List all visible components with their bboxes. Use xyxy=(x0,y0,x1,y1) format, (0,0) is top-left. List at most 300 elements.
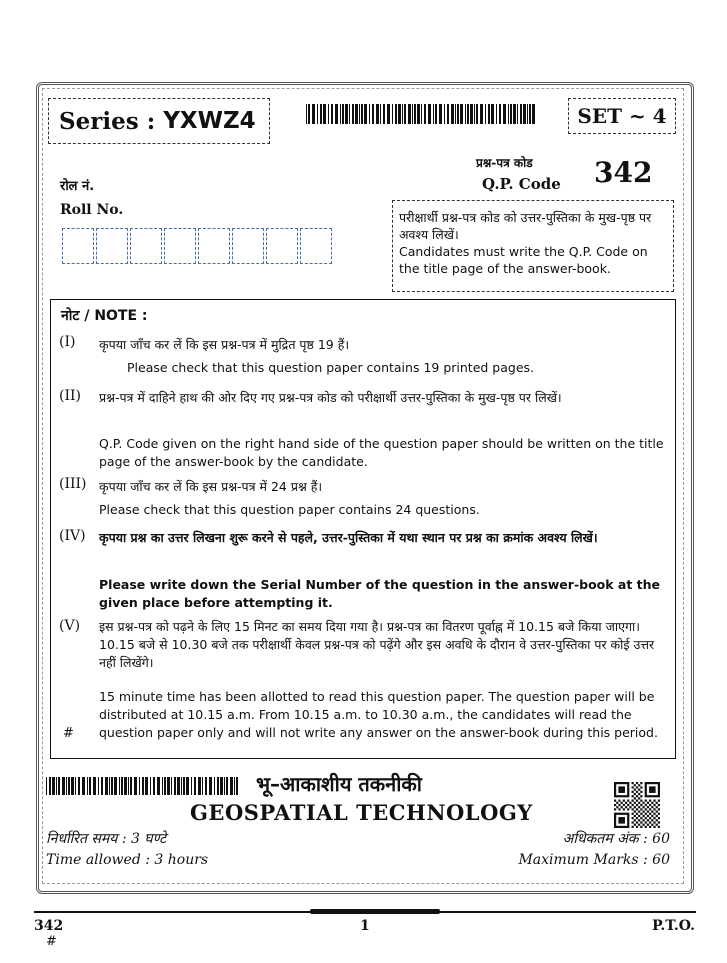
qr-module xyxy=(642,819,644,821)
qr-module xyxy=(640,817,642,819)
qr-module xyxy=(647,824,649,826)
qr-module xyxy=(651,806,653,808)
qr-module xyxy=(632,808,634,810)
qr-module xyxy=(656,815,658,817)
barcode-bar xyxy=(460,104,463,124)
footer-hash: # xyxy=(46,934,57,949)
barcode-bar xyxy=(93,777,96,795)
qr-module xyxy=(634,810,636,812)
barcode-bar xyxy=(317,104,318,124)
top-barcode xyxy=(306,104,540,124)
barcode-bar xyxy=(111,777,113,795)
barcode-bar xyxy=(186,777,189,795)
barcode-bar xyxy=(503,104,506,124)
barcode-bar xyxy=(527,104,528,124)
barcode-bar xyxy=(404,104,406,124)
barcode-bar xyxy=(476,104,478,124)
qr-module xyxy=(649,817,651,819)
barcode-bar xyxy=(230,777,233,795)
note-text-hi: कृपया जाँच कर लें कि इस प्रश्न-पत्र में 24 प्रश्न हैं। xyxy=(99,479,323,494)
barcode-bar xyxy=(234,777,235,795)
barcode-bar xyxy=(56,777,57,795)
barcode-bar xyxy=(150,777,151,795)
qr-module xyxy=(627,800,629,802)
footer-divider-accent xyxy=(310,909,440,914)
qr-module xyxy=(632,791,634,793)
notes-box xyxy=(50,299,676,759)
qr-module xyxy=(638,797,640,799)
barcode-bar xyxy=(474,104,475,124)
barcode-bar xyxy=(417,104,420,124)
note-hash: # xyxy=(63,726,74,741)
note-text-hi: इस प्रश्न-पत्र को पढ़ने के लिए 15 मिनट का समय दिया गया है। प्रश्न-पत्र का वितरण पूर्वाह्न में 10.15 बजे किया जाएगा। 10.15 बजे से 10.30 बजे तक परीक्षार्थी केवल प्रश्न-पत्र को पढ़ेंगे और इस अवधि के दौरान वे उत्तर-पुस्तिका पर कोई उत्तर नहीं लिखेंगे। xyxy=(99,619,655,670)
roll-label-en: Roll No. xyxy=(60,202,124,218)
qr-module xyxy=(642,810,644,812)
barcode-bar xyxy=(387,104,390,124)
barcode-bar xyxy=(496,104,497,124)
barcode-bar xyxy=(224,777,225,795)
qp-instruction-en: Candidates must write the Q.P. Code on the title page of the answer-book. xyxy=(399,244,648,276)
qr-module xyxy=(649,821,651,823)
qr-module xyxy=(638,789,640,791)
barcode-bar xyxy=(455,104,456,124)
barcode-bar xyxy=(220,777,223,795)
qr-module xyxy=(621,802,623,804)
barcode-bar xyxy=(383,104,385,124)
qr-module xyxy=(658,808,660,810)
barcode-bar xyxy=(412,104,413,124)
barcode-bar xyxy=(465,104,466,124)
qr-module xyxy=(638,793,640,795)
barcode-bar xyxy=(153,777,155,795)
barcode-bar xyxy=(130,777,132,795)
barcode-bar xyxy=(82,777,85,795)
qr-module xyxy=(614,808,616,810)
qr-module xyxy=(638,810,640,812)
bottom-barcode xyxy=(46,777,242,795)
qr-module xyxy=(653,821,655,823)
barcode-bar xyxy=(75,777,76,795)
barcode-bar xyxy=(164,777,166,795)
series-code: YXWZ4 xyxy=(163,108,256,134)
barcode-bar xyxy=(424,104,426,124)
note-text-en: Please check that this question paper contains 19 printed pages. xyxy=(127,360,534,375)
barcode-bar xyxy=(114,777,117,795)
qr-module xyxy=(658,813,660,815)
time-allowed-en: Time allowed : 3 hours xyxy=(46,852,209,868)
qr-module xyxy=(634,806,636,808)
barcode-bar xyxy=(447,104,449,124)
barcode-bar xyxy=(119,777,120,795)
qr-module xyxy=(645,813,647,815)
barcode-bar xyxy=(532,104,535,124)
barcode-bar xyxy=(306,104,307,124)
barcode-bar xyxy=(139,777,140,795)
roll-digit-box[interactable] xyxy=(164,228,196,264)
barcode-bar xyxy=(376,104,379,124)
qr-module xyxy=(645,826,647,828)
barcode-bar xyxy=(457,104,459,124)
qr-module xyxy=(653,813,655,815)
barcode-bar xyxy=(209,777,212,795)
barcode-bar xyxy=(470,104,473,124)
qr-module xyxy=(636,808,638,810)
barcode-bar xyxy=(523,104,526,124)
qr-module xyxy=(632,800,634,802)
note-text-en: Q.P. Code given on the right hand side of the question paper should be written on the title page of the answer-book by the candidate. xyxy=(99,436,664,469)
note-number: (II) xyxy=(59,388,81,404)
qr-code xyxy=(614,782,660,828)
barcode-bar xyxy=(128,777,129,795)
qr-module xyxy=(634,784,636,786)
qr-module xyxy=(649,808,651,810)
subject-title-hi: भू–आकाशीय तकनीकी xyxy=(256,772,422,796)
max-marks-en: Maximum Marks : 60 xyxy=(518,852,670,868)
barcode-bar xyxy=(145,777,148,795)
subject-title-en: GEOSPATIAL TECHNOLOGY xyxy=(190,800,533,825)
barcode-bar xyxy=(340,104,341,124)
qr-module xyxy=(647,802,649,804)
qr-module xyxy=(658,826,660,828)
barcode-bar xyxy=(408,104,411,124)
barcode-bar xyxy=(98,777,99,795)
qr-module xyxy=(640,808,642,810)
qr-module xyxy=(656,806,658,808)
qr-module xyxy=(651,815,653,817)
qr-module xyxy=(640,821,642,823)
footer-code: 342 xyxy=(34,918,64,934)
qr-module xyxy=(632,821,634,823)
qr-module xyxy=(634,815,636,817)
barcode-bar xyxy=(181,777,182,795)
roll-digit-box[interactable] xyxy=(96,228,128,264)
barcode-bar xyxy=(71,777,74,795)
note-number: (III) xyxy=(59,476,87,492)
qr-module xyxy=(627,804,629,806)
qr-module xyxy=(618,808,620,810)
roll-digit-box[interactable] xyxy=(130,228,162,264)
time-allowed-hi: निर्धारित समय : 3 घण्टे xyxy=(46,831,167,847)
qr-module xyxy=(640,804,642,806)
qr-module xyxy=(653,808,655,810)
qr-module xyxy=(653,826,655,828)
qr-module xyxy=(632,786,634,788)
barcode-bar xyxy=(87,777,88,795)
roll-digit-box[interactable] xyxy=(232,228,264,264)
qr-module xyxy=(656,810,658,812)
qr-module xyxy=(653,817,655,819)
qr-module xyxy=(623,800,625,802)
barcode-bar xyxy=(312,104,315,124)
barcode-bar xyxy=(183,777,185,795)
barcode-bar xyxy=(517,104,518,124)
barcode-bar xyxy=(488,104,490,124)
barcode-bar xyxy=(480,104,483,124)
barcode-bar xyxy=(335,104,338,124)
barcode-bar xyxy=(236,777,238,795)
barcode-bar xyxy=(49,777,51,795)
qr-module xyxy=(636,817,638,819)
qr-module xyxy=(636,804,638,806)
qr-module xyxy=(638,802,640,804)
qr-module xyxy=(623,804,625,806)
qr-finder xyxy=(618,817,625,824)
barcode-bar xyxy=(78,777,80,795)
barcode-bar xyxy=(444,104,445,124)
qr-module xyxy=(645,817,647,819)
note-number: (V) xyxy=(59,618,81,634)
barcode-bar xyxy=(46,777,47,795)
qr-module xyxy=(618,804,620,806)
qr-module xyxy=(636,800,638,802)
qr-module xyxy=(642,815,644,817)
barcode-bar xyxy=(402,104,403,124)
barcode-bar xyxy=(109,777,110,795)
barcode-bar xyxy=(62,777,65,795)
barcode-bar xyxy=(529,104,531,124)
qr-module xyxy=(649,813,651,815)
qr-module xyxy=(640,786,642,788)
barcode-bar xyxy=(167,777,170,795)
qr-module xyxy=(632,826,634,828)
barcode-bar xyxy=(142,777,144,795)
qr-module xyxy=(647,819,649,821)
barcode-bar xyxy=(513,104,516,124)
note-number: (I) xyxy=(59,334,76,350)
qr-module xyxy=(651,819,653,821)
qr-module xyxy=(653,800,655,802)
qr-module xyxy=(629,802,631,804)
barcode-bar xyxy=(395,104,397,124)
qr-module xyxy=(614,800,616,802)
barcode-bar xyxy=(439,104,442,124)
barcode-bar xyxy=(491,104,494,124)
series-box xyxy=(48,98,270,144)
qr-module xyxy=(649,826,651,828)
qr-module xyxy=(634,789,636,791)
barcode-bar xyxy=(121,777,123,795)
qr-module xyxy=(658,804,660,806)
qr-module xyxy=(632,782,634,784)
barcode-bar xyxy=(174,777,176,795)
qr-module xyxy=(636,782,638,784)
qr-module xyxy=(642,806,644,808)
qr-module xyxy=(658,821,660,823)
barcode-bar xyxy=(328,104,329,124)
barcode-bar xyxy=(372,104,374,124)
barcode-bar xyxy=(105,777,108,795)
barcode-bar xyxy=(58,777,60,795)
qr-module xyxy=(651,824,653,826)
qr-module xyxy=(647,806,649,808)
note-text-hi: कृपया प्रश्न का उत्तर लिखना शुरू करने से पहले, उत्तर-पुस्तिका में यथा स्थान पर प्रश्न का क्रमांक अवश्य लिखें। xyxy=(99,530,598,545)
barcode-bar xyxy=(66,777,67,795)
barcode-bar xyxy=(202,777,203,795)
qr-module xyxy=(634,802,636,804)
qr-module xyxy=(640,813,642,815)
barcode-bar xyxy=(435,104,437,124)
note-number: (IV) xyxy=(59,528,86,544)
barcode-bar xyxy=(52,777,55,795)
roll-number-boxes[interactable] xyxy=(62,228,334,264)
barcode-bar xyxy=(369,104,370,124)
qr-module xyxy=(642,824,644,826)
barcode-bar xyxy=(191,777,192,795)
roll-digit-box[interactable] xyxy=(300,228,332,264)
qr-module xyxy=(638,806,640,808)
qr-module xyxy=(634,824,636,826)
barcode-bar xyxy=(320,104,322,124)
series-label: Series : xyxy=(59,107,156,135)
qr-module xyxy=(629,806,631,808)
qr-module xyxy=(634,793,636,795)
barcode-bar xyxy=(226,777,228,795)
barcode-bar xyxy=(485,104,486,124)
barcode-bar xyxy=(421,104,422,124)
qr-module xyxy=(649,800,651,802)
qr-module xyxy=(645,804,647,806)
qr-module xyxy=(651,802,653,804)
qr-module xyxy=(658,817,660,819)
barcode-bar xyxy=(214,777,215,795)
qr-module xyxy=(640,826,642,828)
barcode-bar xyxy=(101,777,103,795)
barcode-bar xyxy=(198,777,201,795)
barcode-bar xyxy=(414,104,416,124)
barcode-bar xyxy=(359,104,360,124)
qr-module xyxy=(658,800,660,802)
qr-module xyxy=(632,795,634,797)
qr-module xyxy=(640,791,642,793)
qr-module xyxy=(645,821,647,823)
qr-module xyxy=(632,817,634,819)
roll-digit-box[interactable] xyxy=(62,228,94,264)
barcode-bar xyxy=(392,104,393,124)
barcode-bar xyxy=(364,104,367,124)
barcode-bar xyxy=(433,104,434,124)
qr-module xyxy=(638,819,640,821)
barcode-bar xyxy=(89,777,91,795)
note-text-en: Please write down the Serial Number of the question in the answer-book at the given place before attempting it. xyxy=(99,577,661,610)
qr-module xyxy=(625,806,627,808)
max-marks-hi: अधिकतम अंक : 60 xyxy=(562,831,670,847)
barcode-bar xyxy=(499,104,501,124)
barcode-bar xyxy=(134,777,137,795)
qr-module xyxy=(642,802,644,804)
qr-module xyxy=(645,808,647,810)
barcode-bar xyxy=(124,777,127,795)
barcode-bar xyxy=(349,104,350,124)
qr-module xyxy=(636,791,638,793)
qp-code-value: 342 xyxy=(594,156,653,189)
barcode-bar xyxy=(361,104,363,124)
qr-module xyxy=(616,806,618,808)
qr-finder xyxy=(618,786,625,793)
roll-label-hi: रोल नं. xyxy=(60,179,95,194)
barcode-bar xyxy=(162,777,163,795)
qr-module xyxy=(636,826,638,828)
page-number: 1 xyxy=(360,918,370,934)
barcode-bar xyxy=(331,104,333,124)
qp-instruction-box xyxy=(392,200,674,292)
barcode-bar xyxy=(68,777,70,795)
qr-module xyxy=(634,819,636,821)
barcode-bar xyxy=(171,777,172,795)
set-badge: SET ~ 4 xyxy=(568,98,676,134)
qr-module xyxy=(636,821,638,823)
note-text-hi: कृपया जाँच कर लें कि इस प्रश्न-पत्र में मुद्रित पृष्ठ 19 हैं। xyxy=(99,337,350,352)
notes-title: नोट / NOTE : xyxy=(61,308,148,324)
barcode-bar xyxy=(520,104,522,124)
qp-code-label-hi: प्रश्न-पत्र कोड xyxy=(476,156,533,170)
qr-module xyxy=(618,800,620,802)
barcode-bar xyxy=(345,104,348,124)
qr-finder xyxy=(649,786,656,793)
note-text-en: 15 minute time has been allotted to read this question paper. The question paper will be distributed at 10.15 a.m. From 10.15 a.m. to 10.30 a.m., the candidates will read the question paper only and will not write any answer on the answer-book during this period. xyxy=(99,689,658,740)
barcode-bar xyxy=(352,104,354,124)
barcode-bar xyxy=(157,777,160,795)
qr-module xyxy=(640,800,642,802)
qr-module xyxy=(638,784,640,786)
qr-module xyxy=(647,810,649,812)
barcode-bar xyxy=(217,777,219,795)
qr-module xyxy=(636,795,638,797)
roll-digit-box[interactable] xyxy=(266,228,298,264)
barcode-bar xyxy=(323,104,326,124)
qr-module xyxy=(623,808,625,810)
qr-module xyxy=(621,806,623,808)
qr-module xyxy=(640,782,642,784)
qr-module xyxy=(656,824,658,826)
barcode-bar xyxy=(398,104,401,124)
pto-label: P.T.O. xyxy=(652,918,695,934)
barcode-bar xyxy=(467,104,469,124)
qr-module xyxy=(647,815,649,817)
barcode-bar xyxy=(510,104,512,124)
barcode-bar xyxy=(508,104,509,124)
qr-module xyxy=(614,804,616,806)
barcode-bar xyxy=(355,104,358,124)
note-text-en: Please check that this question paper contains 24 questions. xyxy=(99,502,480,517)
qp-code-label-en: Q.P. Code xyxy=(482,175,561,193)
qr-module xyxy=(634,797,636,799)
note-text-hi: प्रश्न-पत्र में दाहिने हाथ की ओर दिए गए प्रश्न-पत्र कोड को परीक्षार्थी उत्तर-पुस्तिका के मुख-पृष्ठ पर लिखें। xyxy=(99,390,562,405)
barcode-bar xyxy=(428,104,431,124)
qr-module xyxy=(625,802,627,804)
barcode-bar xyxy=(308,104,310,124)
qr-module xyxy=(638,815,640,817)
roll-digit-box[interactable] xyxy=(198,228,230,264)
qr-module xyxy=(645,800,647,802)
qr-module xyxy=(651,810,653,812)
qr-module xyxy=(656,802,658,804)
barcode-bar xyxy=(177,777,180,795)
barcode-bar xyxy=(205,777,207,795)
qr-module xyxy=(627,808,629,810)
qr-module xyxy=(649,804,651,806)
qr-module xyxy=(616,802,618,804)
qp-instruction-hi: परीक्षार्थी प्रश्न-पत्र कोड को उत्तर-पुस्तिका के मुख-पृष्ठ पर अवश्य लिखें। xyxy=(399,210,652,242)
barcode-bar xyxy=(380,104,381,124)
barcode-bar xyxy=(451,104,454,124)
qr-module xyxy=(632,804,634,806)
barcode-bar xyxy=(194,777,196,795)
barcode-bar xyxy=(342,104,344,124)
qr-module xyxy=(636,786,638,788)
qr-module xyxy=(656,819,658,821)
qr-module xyxy=(638,824,640,826)
qr-module xyxy=(640,795,642,797)
